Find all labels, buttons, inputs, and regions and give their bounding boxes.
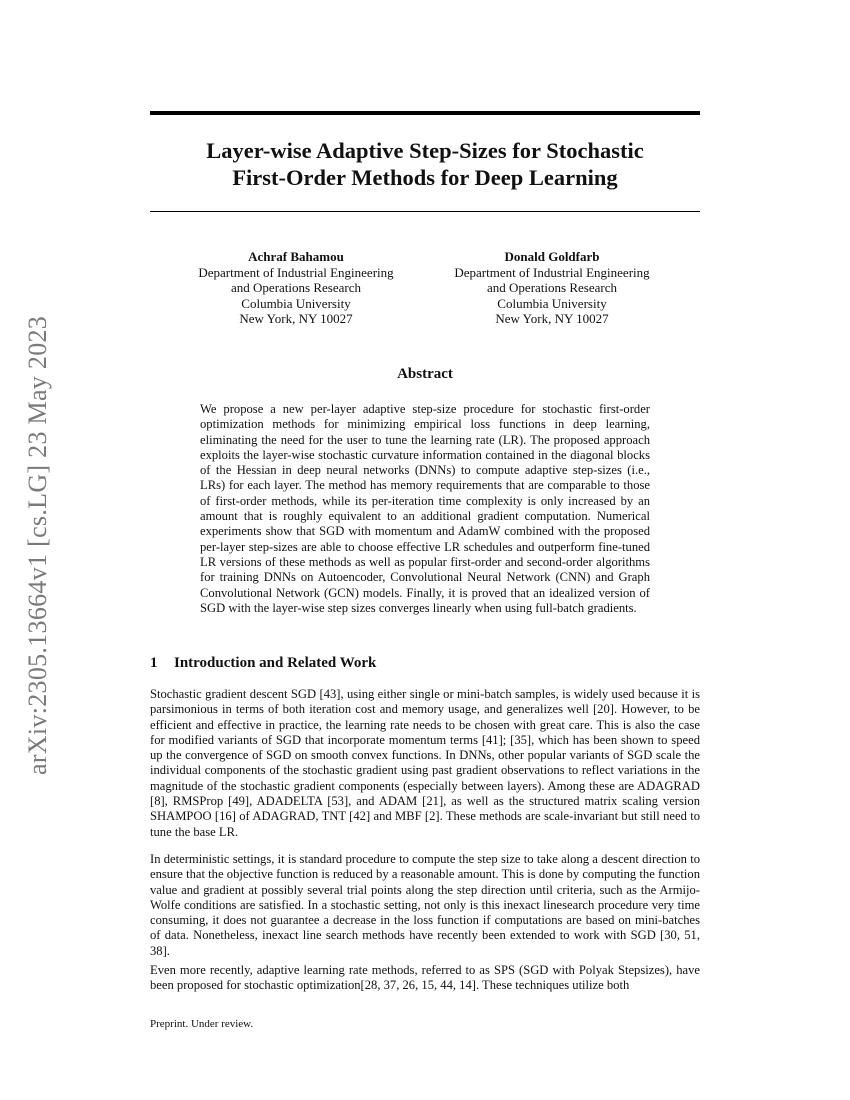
author-department: Department of Industrial Engineering [198, 264, 394, 280]
arxiv-identifier: arXiv:2305.13664v1 [cs.LG] 23 May 2023 [23, 315, 52, 775]
title-line-1: Layer-wise Adaptive Step-Sizes for Stochastic [206, 138, 644, 163]
author-department: Department of Industrial Engineering [454, 264, 650, 280]
title-rule-top [150, 111, 700, 115]
author-block-2 [432, 249, 672, 327]
author-name: Achraf Bahamou [248, 249, 344, 264]
section-title: Introduction and Related Work [174, 655, 377, 671]
author-university: Columbia University [241, 295, 351, 311]
section-number: 1 [150, 655, 158, 671]
body-paragraph: Even more recently, adaptive learning rate methods, referred to as SPS (SGD with Polyak Stepsizes), have been proposed for stochastic optimization[28, 37, 26, 15, 44, 14]. These techniques utilize both [150, 963, 700, 993]
paper-title [150, 137, 700, 191]
author-location: New York, NY 10027 [495, 311, 609, 326]
author-name: Donald Goldfarb [504, 249, 600, 264]
title-line-2: First-Order Methods for Deep Learning [232, 165, 618, 190]
author-location: New York, NY 10027 [239, 311, 353, 326]
abstract-text: We propose a new per-layer adaptive step-size procedure for stochastic first-order optimization methods for minimizing empirical loss functions in deep learning, eliminating the need for the user to tune the learning rate (LR). The proposed approach exploits the layer-wise stochastic curvature information contained in the diagonal blocks of the Hessian in deep neural networks (DNNs) to compute adaptive step-sizes (i.e., LRs) for each layer. The method has memory requirements that are comparable to those of first-order methods, while its per-iteration time complexity is only increased by an amount that is roughly equivalent to an additional gradient computation. Numerical experiments show that SGD with momentum and AdamW combined with the proposed per-layer step-sizes are able to choose effective LR schedules and outperform fine-tuned LR versions of these methods as well as popular first-order and second-order algorithms for training DNNs on Autoencoder, Convolutional Neural Network (CNN) and Graph Convolutional Network (GCN) models. Finally, it is proved that an idealized version of SGD with the layer-wise step sizes converges linearly when using full-batch gradients. [200, 402, 650, 615]
author-university: Columbia University [497, 295, 607, 311]
body-paragraph: Stochastic gradient descent SGD [43], using either single or mini-batch samples, is widely used because it is parsimonious in terms of both iteration cost and memory usage, and generalizes well [20]. However, to be efficient and effective in practice, the learning rate needs to be chosen with great care. This is also the case for modified variants of SGD that incorporate momentum terms [41]; [35], which has been shown to speed up the convergence of SGD on smooth convex functions. In DNNs, other popular variants of SGD scale the individual components of the stochastic gradient using past gradient observations to reflect variations in the magnitude of the stochastic gradient components (especially between layers). Among these are ADAGRAD [8], RMSProp [49], ADADELTA [53], and ADAM [21], as well as the structured matrix scaling version SHAMPOO [16] of ADAGRAD, TNT [42] and MBF [2]. These methods are scale-invariant but still need to tune the base LR. [150, 687, 700, 839]
body-paragraph: In deterministic settings, it is standard procedure to compute the step size to take along a descent direction to ensure that the objective function is reduced by a reasonable amount. This is done by computing the function value and gradient at possibly several trial points along the step direction until criteria, such as the Armijo-Wolfe conditions are satisfied. In a stochastic setting, not only is this inexact linesearch procedure very time consuming, it does not guarantee a decrease in the loss function if computations are based on mini-batches of data. Nonetheless, inexact line search methods have recently been extended to work with SGD [30, 51, 38]. [150, 852, 700, 958]
section-heading [150, 655, 700, 672]
author-department-cont: and Operations Research [487, 280, 617, 295]
footer-note: Preprint. Under review. [150, 1018, 254, 1030]
abstract-heading: Abstract [397, 366, 453, 382]
author-block-1 [176, 249, 416, 327]
title-rule-bottom [150, 211, 700, 212]
author-department-cont: and Operations Research [231, 280, 361, 295]
